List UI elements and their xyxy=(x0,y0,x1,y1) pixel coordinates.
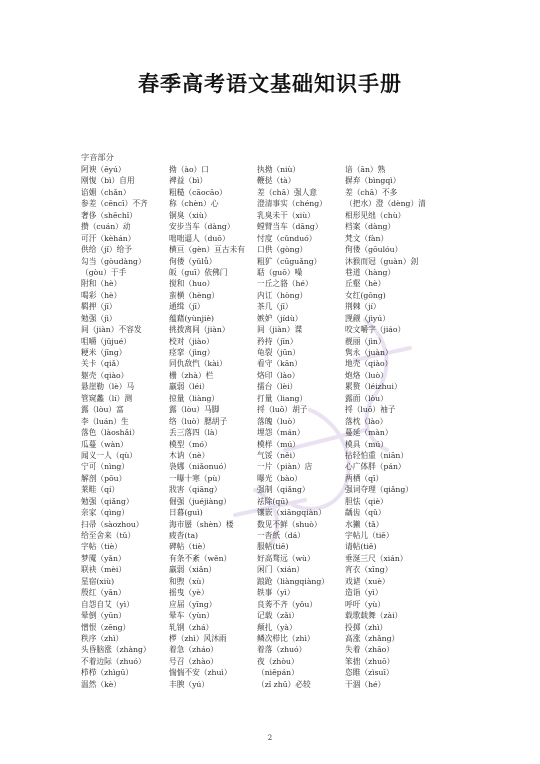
term-entry: 载歌载舞（zài） xyxy=(345,611,403,621)
term-entry: 和煦（xù） xyxy=(169,576,210,586)
term-entry: 乳臭未干（xiù） xyxy=(257,210,315,220)
term-entry: 烙印（lào） xyxy=(257,370,300,380)
term-entry: 喝彩（hè） xyxy=(81,290,122,300)
term-entry: 供给（jǐ）给予 xyxy=(81,245,132,255)
entry-column xyxy=(81,164,169,690)
term-entry: 惴惴不安（zhuì） xyxy=(169,668,232,678)
term-entry: 地壳（qiào） xyxy=(345,359,393,369)
term-entry: 横亘（gèn）亘古未有 xyxy=(169,245,245,255)
term-entry: 沐猴而冠（guàn）刽 xyxy=(345,256,419,266)
term-entry: 温然（kè） xyxy=(81,679,121,689)
term-entry: 投掷（zhì） xyxy=(345,622,388,632)
term-entry: 安步当车（dàng） xyxy=(169,222,235,232)
term-entry: 可汗（kèhán） xyxy=(81,233,136,243)
term-entry: 头昏脑涨（zhàng） xyxy=(81,645,151,655)
term-entry: 勉强（jì） xyxy=(81,313,117,323)
term-entry: 鳞次栉比（zhì） xyxy=(257,633,315,643)
term-entry: 勉强（qiǎng） xyxy=(81,496,134,506)
term-entry: 李（luán）生 xyxy=(81,416,129,426)
term-entry: 谄媚（chǎn） xyxy=(81,187,131,197)
pronunciation-table xyxy=(81,164,441,690)
term-entry: 莱畦（qí） xyxy=(81,485,120,495)
term-entry: 羁押（jī） xyxy=(81,302,117,312)
term-entry: 解剖（pōu） xyxy=(81,473,127,483)
term-entry: 气馁（něi） xyxy=(257,450,300,460)
term-entry: 着急（zháo） xyxy=(169,645,218,655)
term-entry: 模具（mú） xyxy=(345,439,388,449)
term-entry: 失着（zhāo） xyxy=(345,645,394,655)
term-entry: 梦魇（yǎn） xyxy=(81,553,126,563)
term-entry: 拈轻怕重（niān） xyxy=(345,450,409,460)
term-entry: 造诣（yì） xyxy=(345,588,383,598)
term-entry: 亲家（qìng） xyxy=(81,508,130,518)
term-entry: 袅娜（niǎonuó） xyxy=(169,462,231,472)
term-entry: 蛮横（hèng） xyxy=(169,290,220,300)
term-entry: 羸弱（léi） xyxy=(169,382,210,392)
term-entry: 咄咄逼人（duō） xyxy=(169,233,230,243)
term-entry: 通缉（jī） xyxy=(169,302,205,312)
term-entry: 栉栉（zhìgū） xyxy=(81,668,134,678)
term-entry: 瓜蔓（wàn） xyxy=(81,439,128,449)
term-entry: 打量（liang） xyxy=(257,393,308,403)
term-entry: 龋齿（qǔ） xyxy=(345,508,386,518)
term-entry: 捋（luō）袖子 xyxy=(345,405,396,415)
term-entry: 干涸（hé） xyxy=(345,679,386,689)
term-entry: 良莠不齐（yǒu） xyxy=(257,599,318,609)
term-entry: 丘壑（hè） xyxy=(345,279,386,289)
term-entry: 忖度（cǔnduó） xyxy=(257,233,317,243)
term-entry: 殷红（yān） xyxy=(81,588,126,598)
term-entry: 茶几（jī） xyxy=(257,302,293,312)
term-entry: 高涨（zhǎng） xyxy=(345,633,400,643)
term-entry: 踉跄（liàngqiàng） xyxy=(257,576,329,586)
document-title: 春季高考语文基础知识手册 xyxy=(138,72,402,96)
term-entry: 镶嵌（xiāngqiàn） xyxy=(257,508,326,518)
term-entry: 一曝十寒（pù） xyxy=(169,473,225,483)
term-entry: 口供（gòng） xyxy=(257,245,308,255)
term-entry: 蕴藉(yùnjiè) xyxy=(169,313,215,323)
term-entry: 碑帖（tiè） xyxy=(169,542,210,552)
term-entry: 记载（zǎi） xyxy=(257,611,299,621)
term-entry: 秩序（zhì） xyxy=(81,633,124,643)
term-entry: 擂台（lèi） xyxy=(257,382,298,392)
term-entry: 蔓延（màn） xyxy=(345,428,393,438)
term-entry: 看守（kān） xyxy=(257,359,302,369)
term-entry: 挑拨离间（jiàn） xyxy=(169,325,230,335)
page-number: 2 xyxy=(267,734,273,742)
term-entry: 奢侈（shēchǐ） xyxy=(81,210,137,220)
term-entry: 羸弱（xiǎn） xyxy=(169,565,217,575)
term-entry: 搅和（huo） xyxy=(169,279,215,289)
term-entry: 落魄（luò） xyxy=(257,416,300,426)
term-entry: 梵文（fàn） xyxy=(345,233,389,243)
term-entry: 轧钢（zhá） xyxy=(169,622,214,632)
term-entry: 颠扎（yà） xyxy=(257,622,297,632)
term-entry: （zǐ zhū）必较 xyxy=(257,679,311,689)
term-entry: 摇曳（yè） xyxy=(169,588,209,598)
term-entry: 恣睢（zìsuī） xyxy=(345,668,394,678)
term-entry: 咀嚼（jǔjué） xyxy=(81,336,131,346)
term-entry: 胆怯（qiè） xyxy=(345,496,388,506)
term-entry: 矜持（jīn） xyxy=(257,336,298,346)
term-entry: 字帖儿（tiě） xyxy=(345,531,394,540)
term-entry: 强制（qiǎng） xyxy=(257,485,310,495)
term-entry: 水獭（tǎ） xyxy=(345,519,384,529)
term-entry: 间（jiàn）不容发 xyxy=(81,325,142,335)
entry-column xyxy=(345,164,441,690)
term-entry: 巷道（hàng） xyxy=(345,267,396,277)
term-entry: 数见不鲜（shuò） xyxy=(257,519,322,529)
term-entry: 憎恨（zēng） xyxy=(81,622,131,632)
term-entry: 一沓纸（dá） xyxy=(257,531,305,540)
term-entry: 落枕（lào） xyxy=(345,416,388,426)
term-entry: 戕害（qiāng） xyxy=(169,485,222,495)
term-entry: 刚愎（bì）自用 xyxy=(81,176,135,186)
term-entry: 栅（zhà）栏 xyxy=(169,370,214,380)
term-entry: 捋（luō）胡子 xyxy=(257,405,308,415)
term-entry: 执拗（niù） xyxy=(257,165,301,174)
term-entry: 一片（piàn）店 xyxy=(257,462,313,472)
term-entry: 宁可（nìng） xyxy=(81,462,130,472)
term-entry: 强词夺理（qiǎng） xyxy=(345,485,413,495)
term-entry: 嫉妒（jídù） xyxy=(257,313,303,323)
term-entry: 服帖(tiē) xyxy=(257,542,289,552)
term-entry: 落色（làoshǎi） xyxy=(81,428,140,438)
term-entry: 日暮(guì) xyxy=(169,508,203,518)
term-entry: 螳臂当车（dāng） xyxy=(257,222,323,232)
term-entry: 晕倒（yūn） xyxy=(81,611,126,621)
term-entry: 铜臭（xiù） xyxy=(169,210,212,220)
term-entry: 露（lòu）马脚 xyxy=(169,405,220,415)
term-entry: 请帖(tiě) xyxy=(345,542,377,552)
entry-column xyxy=(169,164,257,690)
term-entry: 掠量（liàng） xyxy=(169,393,220,403)
term-entry: 管窥蠡（lí）测 xyxy=(81,393,133,403)
term-entry: 佝偻（gōulóu） xyxy=(345,245,403,255)
term-entry: 祛除(qū) xyxy=(257,496,289,506)
term-entry: 躯壳（qiào） xyxy=(81,370,129,380)
term-entry: 络（luò）腮胡子 xyxy=(169,416,228,426)
term-entry: 鞭挞（tà） xyxy=(257,176,296,186)
section-heading: 字音部分 xyxy=(81,152,114,162)
term-entry: 聒（guō）噪 xyxy=(257,267,303,277)
term-entry: 关卡（qiǎ） xyxy=(81,359,124,369)
term-entry: 有条不紊（wěn） xyxy=(169,553,232,563)
term-entry: 丢三落四（là） xyxy=(169,428,223,438)
term-entry: 隽永（juàn） xyxy=(345,348,393,357)
term-entry: 晕车（yùn） xyxy=(169,611,214,621)
term-entry: 裨益（bì） xyxy=(169,176,208,186)
term-entry: 累赘（léizhui） xyxy=(345,382,402,392)
term-entry: 自怨自艾（yì） xyxy=(81,599,134,609)
term-entry: （gòu）于手 xyxy=(81,267,127,277)
term-entry: 拗（ào）口 xyxy=(169,165,209,174)
term-entry: 痉挛（jìng） xyxy=(169,348,215,357)
term-entry: 露（lòu）富 xyxy=(81,405,124,415)
term-entry: 间（jiàn）谍 xyxy=(257,325,303,335)
term-entry: 两栖（qī） xyxy=(345,473,384,483)
term-entry: 一丘之貉（hé） xyxy=(257,279,313,289)
term-entry: 攒（cuán）动 xyxy=(81,222,131,232)
term-entry: 心广体胖（pán） xyxy=(345,462,406,472)
term-entry: 女红(gōng) xyxy=(345,290,386,300)
term-entry: 露面（lòu） xyxy=(345,393,388,403)
term-entry: 模样（mú） xyxy=(257,439,300,449)
term-entry: 轶事（yì） xyxy=(257,588,295,598)
term-entry: 星宿(xiù) xyxy=(81,576,115,586)
term-entry: 靓丽（jìn） xyxy=(345,336,386,346)
term-entry: 宵衣（xīng） xyxy=(345,565,393,575)
term-entry: 海市蜃（shèn）楼 xyxy=(169,519,234,529)
term-entry: 戏谑（xuè） xyxy=(345,576,390,586)
term-entry: 曝光（bào） xyxy=(257,473,302,483)
term-entry: 粗犷（cūguǎng） xyxy=(257,256,322,266)
term-entry: 荆棘（jí） xyxy=(345,302,381,312)
term-entry: 不着边际（zhuó） xyxy=(81,656,146,666)
term-entry: 差（chā）不多 xyxy=(345,187,398,197)
term-entry: 档案（dàng） xyxy=(345,222,396,232)
term-entry: 木讷（nè） xyxy=(169,450,210,460)
term-entry: 皈（guī）依佛门 xyxy=(169,267,228,277)
term-entry: 称（chèn）心 xyxy=(169,199,219,209)
term-entry: 内讧（hòng） xyxy=(257,290,308,300)
term-entry: 谙（ān）熟 xyxy=(345,165,386,174)
term-entry: 埋怨（mán） xyxy=(257,428,305,438)
term-entry: 咬文嚼字（jiáo） xyxy=(345,325,406,335)
term-entry: 好高骛远（wù） xyxy=(257,553,315,563)
term-entry: 校对（jiào） xyxy=(169,336,214,346)
term-entry: 笨拙（zhuō） xyxy=(345,656,395,666)
term-entry: 澄清事实（chéng） xyxy=(257,199,327,209)
term-entry: 粗糙（cāocāo） xyxy=(169,187,227,197)
term-entry: 字帖（tiè） xyxy=(81,542,122,552)
term-entry: 差（chā）强人意 xyxy=(257,187,317,197)
term-entry: 闻义一人（qù） xyxy=(81,450,137,460)
term-entry: 龟裂（jūn） xyxy=(257,348,301,357)
term-entry: 摒弃（bìngqì） xyxy=(345,176,401,186)
term-entry: 着落（zhuó） xyxy=(257,645,307,655)
term-entry: 丰腴（yú） xyxy=(169,679,210,689)
term-entry: 号召（zhào） xyxy=(169,656,218,666)
term-entry: 闲门（xián） xyxy=(257,565,305,575)
term-entry: 觊觎（jìyú） xyxy=(345,313,390,323)
term-entry: 勾当（gòudàng） xyxy=(81,256,146,266)
term-entry: 参差（cēncī）不齐 xyxy=(81,199,148,209)
term-entry: 阿谀（ēyú） xyxy=(81,165,126,174)
term-entry: 给至舍来（tǔ） xyxy=(81,531,136,540)
term-entry: 附和（hè） xyxy=(81,279,122,289)
term-entry: 炮烙（luò） xyxy=(345,370,388,380)
term-entry: 相形见绌（chù） xyxy=(345,210,406,220)
term-entry: 呼吁（yù） xyxy=(345,599,386,609)
term-entry: 联袂（mèi） xyxy=(81,565,127,575)
term-entry: 夜（zhòu） xyxy=(257,656,299,666)
term-entry: 粳米（jīng） xyxy=(81,348,127,357)
term-entry: （把水）澄（dèng）清 xyxy=(345,199,426,209)
term-entry: 同仇敌忾（kài） xyxy=(169,359,227,369)
term-entry: 扫帚（sàozhou） xyxy=(81,519,144,529)
term-entry: 椤（zhì）风沐雨 xyxy=(169,633,227,643)
term-entry: 模型（mó） xyxy=(169,439,212,449)
entry-column xyxy=(257,164,345,690)
term-entry: 佝偻（yǔlǚ） xyxy=(169,256,217,266)
term-entry: 悬崖勒（lè）马 xyxy=(81,382,135,392)
term-entry: 疲沓(ta) xyxy=(169,531,199,540)
term-entry: 倔强（juéjiàng） xyxy=(169,496,231,506)
term-entry: 垂涎三尺（xián） xyxy=(345,553,408,563)
term-entry: 应届（yīng） xyxy=(169,599,217,609)
term-entry: （niēpán） xyxy=(257,668,299,678)
